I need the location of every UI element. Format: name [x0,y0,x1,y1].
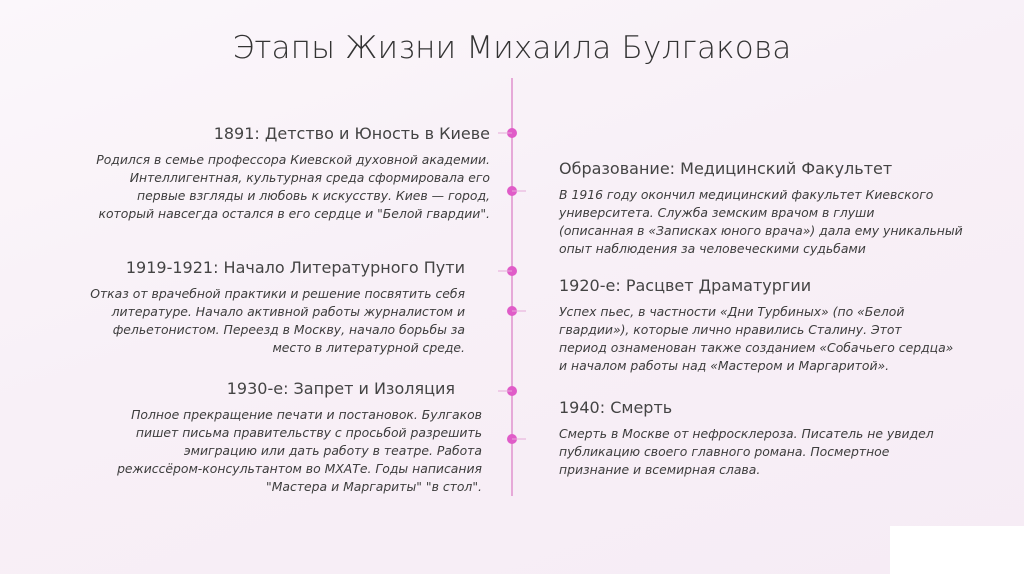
description-line: публикацию своего главного романа. Посмертное [559,444,890,459]
event-heading: 1891: Детство и Юность в Киеве [213,124,490,143]
description-line: университета. Служба земским врачом в глуши [559,205,875,220]
description-line: пишет письма правительству с просьбой разрешить [135,425,482,440]
event-heading: 1940: Смерть [559,398,673,417]
event-description [40,151,490,223]
event-1940 [559,398,999,479]
description-line: признание и всемирная слава. [559,462,761,477]
event-description [40,406,482,496]
event-description [559,303,999,375]
description-line: опыт наблюдения за человеческими судьбами [559,241,866,256]
event-heading: 1930-е: Запрет и Изоляция [226,379,455,398]
page-title: Этапы Жизни Михаила Булгакова [232,30,792,66]
event-1930s [40,379,482,496]
description-line: место в литературной среде. [272,340,465,355]
event-heading: 1920-е: Расцвет Драматургии [559,276,812,295]
corner-panel [890,526,1024,574]
event-description [559,186,999,258]
event-description [559,425,999,479]
description-line: фельетонистом. Переезд в Москву, начало борьбы за [112,322,465,337]
description-line: и началом работы над «Мастером и Маргаритой». [559,358,890,373]
description-line: режиссёром-консультантом во МХАТе. Годы написания [117,461,482,476]
description-line: эмиграцию или дать работу в театре. Работа [183,443,482,458]
description-line: гвардии»), которые лично нравились Сталину. Этот [559,322,902,337]
description-line: Интеллигентная, культурная среда сформировала его [129,170,490,185]
description-line: который навсегда остался в его сердце и "Белой гвардии". [98,206,490,221]
description-line: (описанная в «Записках юного врача») дала ему уникальный [559,223,963,238]
event-description [40,285,465,357]
description-line: "Мастера и Маргариты" "в стол". [266,479,482,494]
event-1919-1921 [40,258,465,357]
description-line: Родился в семье профессора Киевской духовной академии. [96,152,490,167]
event-1891 [40,124,490,223]
description-line: Полное прекращение печати и постановок. Булгаков [131,407,482,422]
event-education [559,159,999,258]
description-line: первые взгляды и любовь к искусству. Киев — город, [137,188,490,203]
description-line: Отказ от врачебной практики и решение посвятить себя [90,286,465,301]
description-line: литературе. Начало активной работы журналистом и [111,304,465,319]
description-line: В 1916 году окончил медицинский факультет Киевского [559,187,934,202]
description-line: Успех пьес, в частности «Дни Турбиных» (по «Белой [559,304,905,319]
description-line: Смерть в Москве от нефросклероза. Писатель не увидел [559,426,934,441]
event-1920s [559,276,999,375]
event-heading: 1919-1921: Начало Литературного Пути [125,258,465,277]
event-heading: Образование: Медицинский Факультет [559,159,893,178]
description-line: период ознаменован также созданием «Собачьего сердца» [559,340,954,355]
